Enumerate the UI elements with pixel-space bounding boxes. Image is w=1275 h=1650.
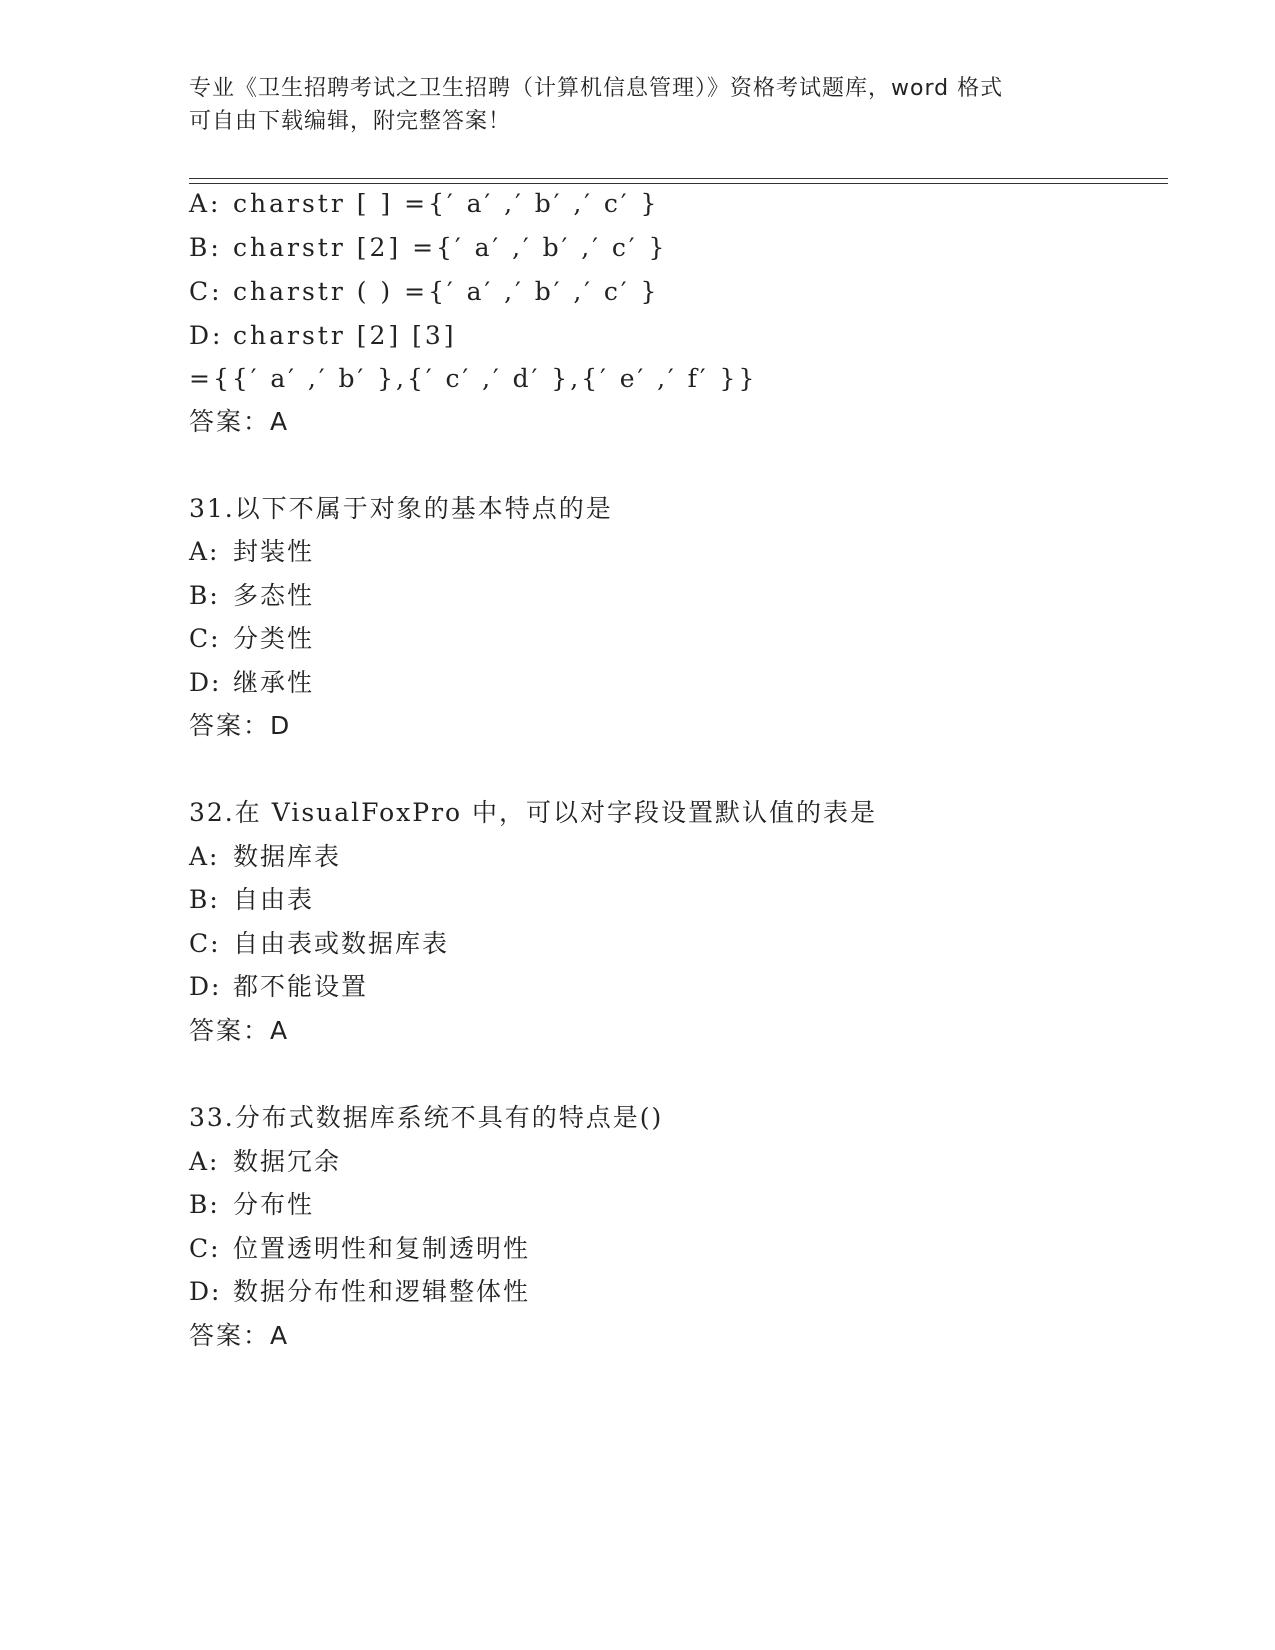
header-divider-bottom [189, 183, 1168, 184]
option-text: charstr [2] [3] [233, 321, 457, 350]
question-stem: 32.在 VisualFoxPro 中，可以对字段设置默认值的表是 [189, 798, 878, 827]
option-d [189, 320, 457, 352]
option-b [189, 884, 314, 916]
option-letter: B: [189, 581, 220, 610]
option-letter: A: [189, 842, 220, 871]
option-letter: A: [189, 189, 222, 218]
option-a [189, 1146, 341, 1178]
question-stem: 33.分布式数据库系统不具有的特点是() [189, 1103, 664, 1132]
header-divider-top [189, 178, 1168, 179]
option-text: 分类性 [233, 624, 315, 653]
option-d [189, 971, 368, 1003]
option-d-continuation: ={{′ a′ ,′ b′ },{′ c′ ,′ d′ },{′ e′ ,′ f′ }} [189, 364, 758, 393]
answer-line: 答案：A [189, 1321, 290, 1350]
option-text: 自由表 [233, 885, 315, 914]
document-header [189, 72, 1089, 138]
option-letter: D: [189, 1277, 222, 1306]
option-text: 分布性 [233, 1190, 315, 1219]
option-text: 位置透明性和复制透明性 [233, 1234, 531, 1263]
option-a [189, 536, 314, 568]
option-text: 都不能设置 [233, 972, 369, 1001]
option-text: 封装性 [233, 537, 315, 566]
option-letter: D: [189, 668, 222, 697]
option-letter: D: [189, 321, 224, 350]
option-d [189, 667, 314, 699]
option-text: 继承性 [233, 668, 315, 697]
option-c [189, 928, 449, 960]
option-a [189, 841, 341, 873]
option-a [189, 188, 659, 220]
option-text: 数据库表 [233, 842, 342, 871]
option-text: 多态性 [233, 581, 315, 610]
option-text: 数据分布性和逻辑整体性 [233, 1277, 531, 1306]
answer-line: 答案：A [189, 407, 290, 436]
option-b [189, 580, 314, 612]
option-text: 数据冗余 [233, 1147, 342, 1176]
option-letter: C: [189, 624, 221, 653]
answer-line: 答案：A [189, 1016, 290, 1045]
option-letter: C: [189, 277, 223, 306]
option-c [189, 276, 659, 308]
option-text: 自由表或数据库表 [233, 929, 450, 958]
option-letter: C: [189, 929, 221, 958]
option-b [189, 1189, 314, 1221]
option-letter: C: [189, 1234, 221, 1263]
option-letter: A: [189, 537, 220, 566]
option-c [189, 1233, 530, 1265]
header-line-2: 可自由下载编辑，附完整答案！ [189, 109, 512, 134]
option-c [189, 623, 314, 655]
answer-line: 答案：D [189, 711, 292, 740]
option-text: charstr [2] ={′ a′ ,′ b′ ,′ c′ } [233, 233, 668, 262]
option-text: charstr ( ) ={′ a′ ,′ b′ ,′ c′ } [233, 277, 660, 306]
option-letter: B: [189, 233, 222, 262]
option-b [189, 232, 667, 264]
option-text: charstr [ ] ={′ a′ ,′ b′ ,′ c′ } [233, 189, 660, 218]
question-stem: 31.以下不属于对象的基本特点的是 [189, 494, 613, 523]
option-letter: B: [189, 1190, 220, 1219]
header-line-1: 专业《卫生招聘考试之卫生招聘（计算机信息管理）》资格考试题库，word 格式 [189, 76, 1004, 101]
option-letter: D: [189, 972, 222, 1001]
option-letter: A: [189, 1147, 220, 1176]
option-d [189, 1276, 530, 1308]
option-letter: B: [189, 885, 220, 914]
